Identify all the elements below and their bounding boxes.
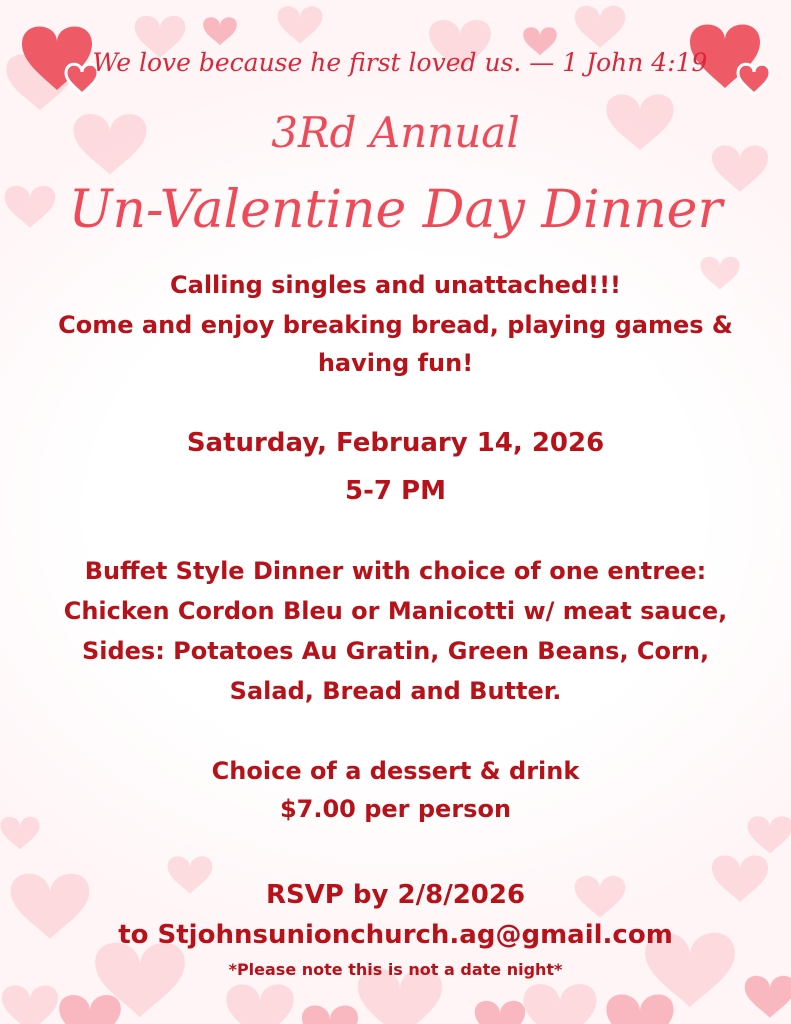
event-date: Saturday, February 14, 2026 xyxy=(186,428,605,458)
bible-verse: We love because he first loved us. — 1 John 4:19 xyxy=(92,48,708,77)
intro-line-2: Come and enjoy breaking bread, playing games & xyxy=(58,311,733,339)
title-line-2: Un-Valentine Day Dinner xyxy=(68,180,723,240)
menu-line-4: Salad, Bread and Butter. xyxy=(229,677,562,705)
dessert-line: Choice of a dessert & drink xyxy=(211,757,580,785)
menu-line-1: Buffet Style Dinner with choice of one entree: xyxy=(84,557,707,585)
title-line-1: 3Rd Annual xyxy=(271,108,520,157)
price: $7.00 per person xyxy=(279,795,512,823)
menu-line-3: Sides: Potatoes Au Gratin, Green Beans, Corn, xyxy=(81,637,710,665)
event-time: 5-7 PM xyxy=(345,476,446,506)
rsvp-email: to Stjohnsunionchurch.ag@gmail.com xyxy=(118,920,673,950)
intro-line-1: Calling singles and unattached!!! xyxy=(170,271,621,299)
disclaimer-note: *Please note this is not a date night* xyxy=(228,960,563,979)
intro-line-3: having fun! xyxy=(317,349,474,377)
menu-line-2: Chicken Cordon Bleu or Manicotti w/ meat sauce, xyxy=(63,597,728,625)
rsvp-deadline: RSVP by 2/8/2026 xyxy=(265,880,526,910)
